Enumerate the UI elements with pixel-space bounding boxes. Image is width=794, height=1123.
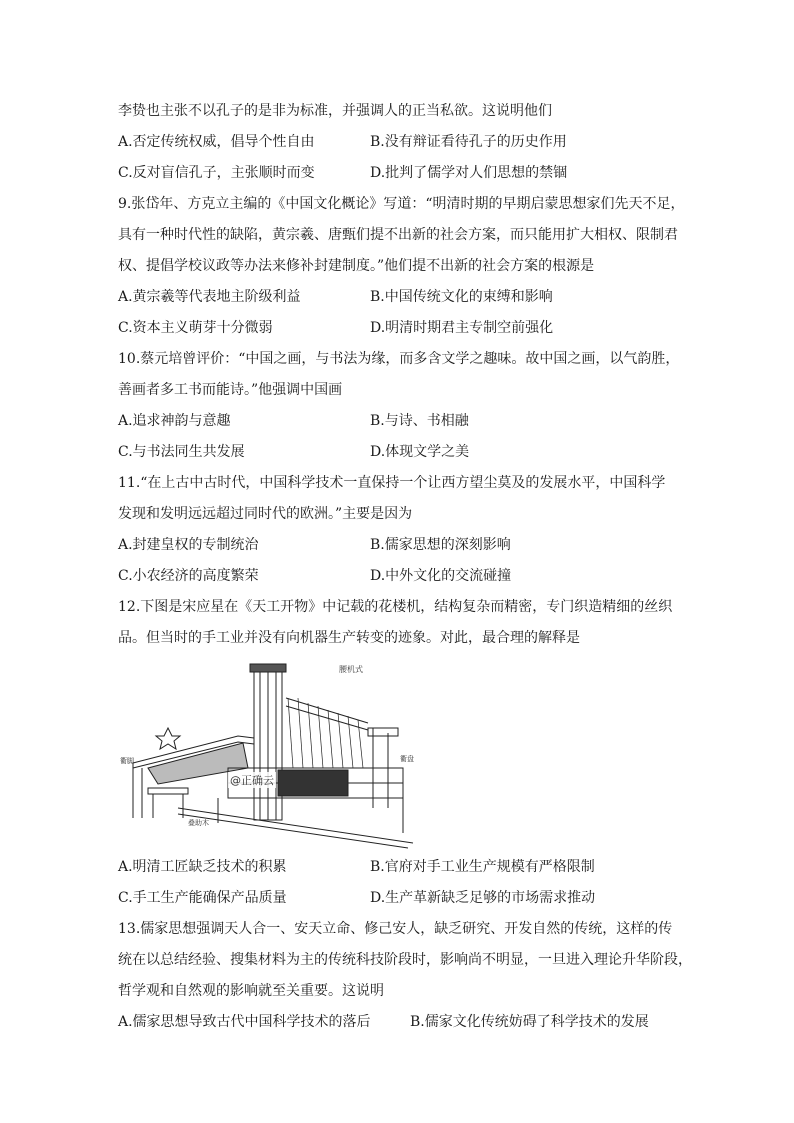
q11-stem-line2: 发现和发明远远超过同时代的欧洲。”主要是因为 <box>118 506 413 522</box>
q11-option-c[interactable]: C.小农经济的高度繁荣 <box>118 568 259 584</box>
q12-options-row1 <box>118 852 678 883</box>
q12-option-c[interactable]: C.手工生产能确保产品质量 <box>118 890 287 906</box>
q11-option-d[interactable]: D.中外文化的交流碰撞 <box>370 568 512 584</box>
q13-stem-line3: 哲学观和自然观的影响就至关重要。这说明 <box>118 983 384 999</box>
q12-option-b[interactable]: B.官府对手工业生产规模有严格限制 <box>370 859 595 875</box>
q10-option-d[interactable]: D.体现文学之美 <box>370 444 470 460</box>
q9-options-row2 <box>118 313 678 344</box>
q10-stem-line2: 善画者多工书而能诗。”他强调中国画 <box>118 382 343 398</box>
q10-options-row2 <box>118 437 678 468</box>
q13-option-a[interactable]: A.儒家思想导致古代中国科学技术的落后 <box>118 1014 371 1030</box>
drawloom-illustration <box>118 658 418 852</box>
q11-options-row2 <box>118 561 678 592</box>
exam-page <box>118 96 692 1038</box>
figure-label-left: 衢脚 <box>120 757 134 765</box>
q8-options-row2 <box>118 158 678 189</box>
q8-option-d[interactable]: D.批判了儒学对人们思想的禁锢 <box>370 165 568 181</box>
q12-option-a[interactable]: A.明清工匠缺乏技术的积累 <box>118 859 287 875</box>
figure-label-bottom: 叠助木 <box>188 819 209 827</box>
q10-stem-line1: 10.蔡元培曾评价：“中国之画，与书法为缘，而多含文学之趣味。故中国之画，以气韵胜， <box>118 351 680 367</box>
q8-option-b[interactable]: B.没有辩证看待孔子的历史作用 <box>370 134 567 150</box>
q9-stem-line3: 权、提倡学校议政等办法来修补封建制度。”他们提不出新的社会方案的根源是 <box>118 258 595 274</box>
q12-option-d[interactable]: D.生产革新缺乏足够的市场需求推动 <box>370 890 596 906</box>
q12-stem-line1: 12.下图是宋应星在《天工开物》中记载的花楼机，结构复杂而精密，专门织造精细的丝织 <box>118 599 673 615</box>
figure-label-right: 衢盘 <box>400 755 414 763</box>
q8-options-row1 <box>118 127 678 158</box>
q13-options-row1 <box>118 1007 678 1038</box>
figure-label-top: 腰机式 <box>339 665 363 674</box>
q8-option-a[interactable]: A.否定传统权威，倡导个性自由 <box>118 134 315 150</box>
q8-option-c[interactable]: C.反对盲信孔子，主张顺时而变 <box>118 165 315 181</box>
q9-option-d[interactable]: D.明清时期君主专制空前强化 <box>370 320 554 336</box>
q13-stem-line1: 13.儒家思想强调天人合一、安天立命、修己安人，缺乏研究、开发自然的传统，这样的传 <box>118 921 673 937</box>
q9-option-b[interactable]: B.中国传统文化的束缚和影响 <box>370 289 553 305</box>
q11-option-b[interactable]: B.儒家思想的深刻影响 <box>370 537 511 553</box>
q10-options-row1 <box>118 406 678 437</box>
watermark: @正确云 <box>230 774 274 787</box>
q11-option-a[interactable]: A.封建皇权的专制统治 <box>118 537 259 553</box>
q12-options-row2 <box>118 883 678 914</box>
q13-stem-line2: 统在以总结经验、搜集材料为主的传统科技阶段时，影响尚不明显，一旦进入理论升华阶段， <box>118 952 692 968</box>
q9-option-c[interactable]: C.资本主义萌芽十分微弱 <box>118 320 273 336</box>
q9-option-a[interactable]: A.黄宗羲等代表地主阶级利益 <box>118 289 301 305</box>
q12-stem-line2: 品。但当时的手工业并没有向机器生产转变的迹象。对此，最合理的解释是 <box>118 630 580 646</box>
loom-figure <box>118 658 678 852</box>
q10-option-a[interactable]: A.追求神韵与意趣 <box>118 413 231 429</box>
q11-stem-line1: 11.“在上古中古时代，中国科学技术一直保持一个让西方望尘莫及的发展水平，中国科学 <box>118 475 666 491</box>
q9-stem-line2: 具有一种时代性的缺陷，黄宗羲、唐甄们提不出新的社会方案，而只能用扩大相权、限制君 <box>118 227 678 243</box>
q9-stem-line1: 9.张岱年、方克立主编的《中国文化概论》写道：“明清时期的早期启蒙思想家们先天不足， <box>118 196 685 212</box>
q10-option-c[interactable]: C.与书法同生共发展 <box>118 444 245 460</box>
q10-option-b[interactable]: B.与诗、书相融 <box>370 413 469 429</box>
q8-stem: 李贽也主张不以孔子的是非为标准，并强调人的正当私欲。这说明他们 <box>118 103 552 119</box>
q9-options-row1 <box>118 282 678 313</box>
q13-option-b[interactable]: B.儒家文化传统妨碍了科学技术的发展 <box>410 1014 649 1030</box>
q11-options-row1 <box>118 530 678 561</box>
